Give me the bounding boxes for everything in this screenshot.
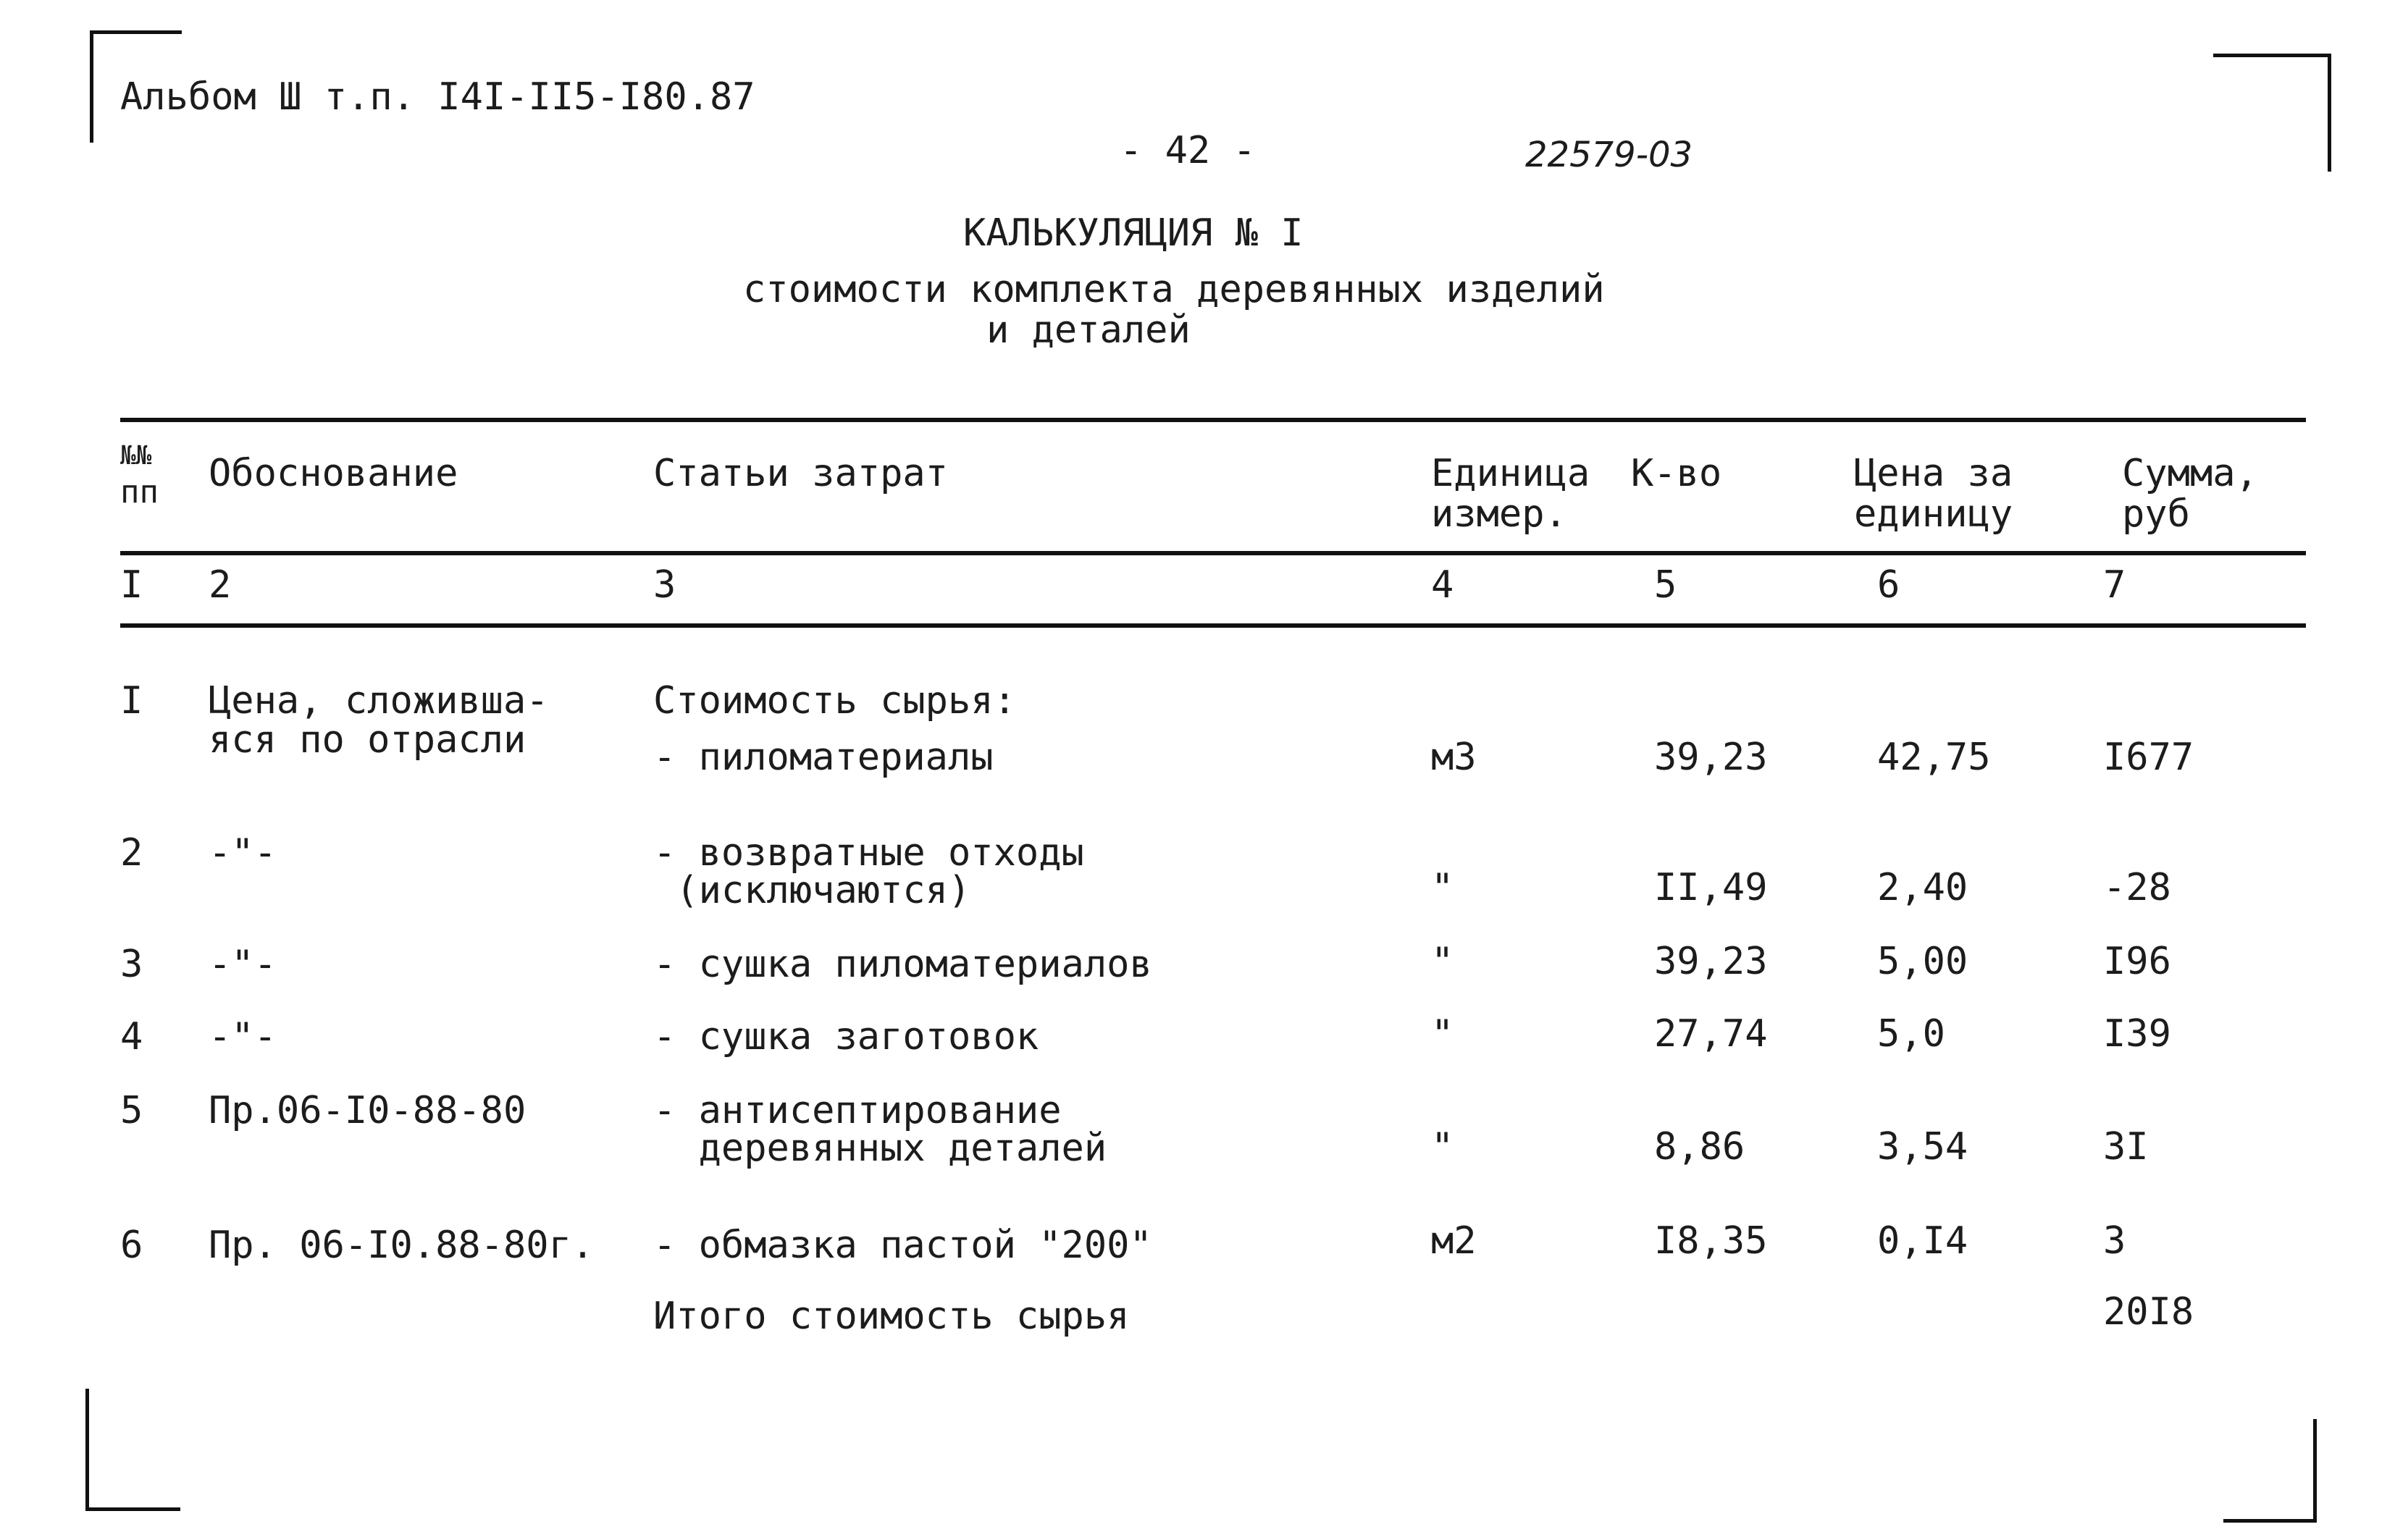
row-qty: 39,23 xyxy=(1654,736,1768,779)
col-number-7: 7 xyxy=(2103,563,2126,607)
header-basis: Обоснование xyxy=(209,452,458,495)
total-value: 20I8 xyxy=(2103,1290,2194,1334)
section-title: Стоимость сырья: xyxy=(653,679,1016,723)
corner-mark-bottom-right xyxy=(2223,1419,2317,1523)
row-price: 42,75 xyxy=(1877,736,1991,779)
col-number-5: 5 xyxy=(1654,563,1677,607)
header-sum-line2: руб xyxy=(2122,492,2190,536)
row-unit: " xyxy=(1431,866,1454,909)
header-price-line1: Цена за xyxy=(1854,452,2013,495)
row-sum: -28 xyxy=(2103,866,2171,909)
row-basis: -"- xyxy=(209,831,277,875)
column-numbers-bottom-rule xyxy=(120,623,2306,628)
row-number: 2 xyxy=(120,831,143,875)
row-unit: " xyxy=(1431,1012,1454,1056)
header-sum-line1: Сумма, xyxy=(2122,452,2258,495)
row-qty: I8,35 xyxy=(1654,1219,1768,1263)
col-number-6: 6 xyxy=(1877,563,1900,607)
row-unit: м3 xyxy=(1431,736,1477,779)
row-basis: Пр. 06-I0.88-80г. xyxy=(209,1224,595,1267)
row-qty: 8,86 xyxy=(1654,1125,1745,1169)
row-price: 3,54 xyxy=(1877,1125,1968,1169)
header-cost-item: Статьи затрат xyxy=(653,452,948,495)
row-unit: " xyxy=(1431,1125,1454,1169)
row-item: - сушка заготовок xyxy=(653,1015,1039,1059)
header-unit-line1: Единица xyxy=(1431,452,1590,495)
corner-mark-top-right xyxy=(2213,54,2331,172)
document-code: 22579-03 xyxy=(1525,135,1693,175)
col-number-1: I xyxy=(120,563,143,607)
row-sum: I39 xyxy=(2103,1012,2171,1056)
row-unit: м2 xyxy=(1431,1219,1477,1263)
row-unit: " xyxy=(1431,940,1454,983)
row-qty: II,49 xyxy=(1654,866,1768,909)
header-bottom-rule xyxy=(120,551,2306,555)
row-price: 5,0 xyxy=(1877,1012,1945,1056)
row-item: - обмазка пастой "200" xyxy=(653,1224,1152,1267)
row-price: 0,I4 xyxy=(1877,1219,1968,1263)
total-label: Итого стоимость сырья xyxy=(653,1295,1130,1338)
col-number-2: 2 xyxy=(209,563,232,607)
row-basis: -"- xyxy=(209,1015,277,1059)
row-item-line2: (исключаются) xyxy=(653,869,971,912)
header-price-line2: единицу xyxy=(1854,492,2013,536)
document-title: КАЛЬКУЛЯЦИЯ № I xyxy=(963,211,1304,255)
row-price: 5,00 xyxy=(1877,940,1968,983)
row-qty: 39,23 xyxy=(1654,940,1768,983)
page-number: - 42 - xyxy=(1120,129,1256,172)
corner-mark-bottom-left xyxy=(85,1389,180,1511)
document-subtitle-line2: и деталей xyxy=(986,308,1191,352)
row-item-line2: деревянных деталей xyxy=(653,1127,1107,1170)
row-basis-line2: яся по отрасли xyxy=(209,718,527,762)
row-sum: 3I xyxy=(2103,1125,2149,1169)
row-basis-line1: Цена, сложивша- xyxy=(209,679,549,723)
header-qty: К-во xyxy=(1631,452,1722,495)
row-item: - пиломатериалы xyxy=(653,736,994,779)
row-item-line1: - возвратные отходы xyxy=(653,831,1084,875)
row-price: 2,40 xyxy=(1877,866,1968,909)
row-basis: Пр.06-I0-88-80 xyxy=(209,1089,527,1132)
header-unit-line2: измер. xyxy=(1431,492,1567,536)
row-sum: I96 xyxy=(2103,940,2171,983)
row-number: 5 xyxy=(120,1089,143,1132)
document-subtitle-line1: стоимости комплекта деревянных изделий xyxy=(743,268,1605,311)
row-sum: I677 xyxy=(2103,736,2194,779)
row-basis: -"- xyxy=(209,943,277,986)
header-num-line1: №№ xyxy=(120,441,152,471)
row-item-line1: - антисептирование xyxy=(653,1089,1062,1132)
row-number: 6 xyxy=(120,1224,143,1267)
row-sum: 3 xyxy=(2103,1219,2126,1263)
row-number: 3 xyxy=(120,943,143,986)
header-num-line2: пп xyxy=(120,474,159,510)
col-number-4: 4 xyxy=(1431,563,1454,607)
row-item: - сушка пиломатериалов xyxy=(653,943,1152,986)
row-qty: 27,74 xyxy=(1654,1012,1768,1056)
row-number: I xyxy=(120,679,143,723)
row-number: 4 xyxy=(120,1015,143,1059)
table-top-rule xyxy=(120,418,2306,422)
album-reference: Альбом Ш т.п. I4I-II5-I80.87 xyxy=(120,75,755,119)
col-number-3: 3 xyxy=(653,563,676,607)
